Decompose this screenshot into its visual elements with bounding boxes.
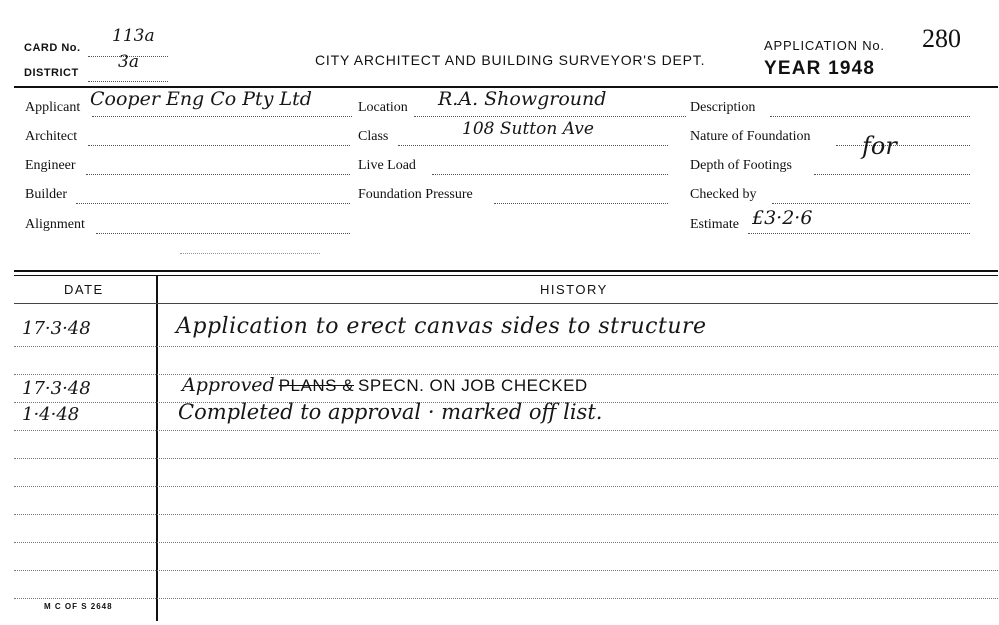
live-load-label: Live Load bbox=[358, 158, 416, 173]
history-top-rule bbox=[14, 270, 998, 272]
specks bbox=[180, 253, 320, 254]
history-rule bbox=[14, 346, 998, 347]
history-rule bbox=[14, 514, 998, 515]
estimate-value: £3·2·6 bbox=[752, 207, 813, 229]
department-title: CITY ARCHITECT AND BUILDING SURVEYOR'S DEPT. bbox=[315, 52, 706, 68]
history-entry-struck: PLANS & bbox=[278, 376, 355, 395]
form-code: M C OF S 2648 bbox=[44, 602, 113, 611]
history-entry: Application to erect canvas sides to structure bbox=[176, 314, 707, 339]
architect-label: Architect bbox=[25, 129, 78, 144]
history-rule bbox=[14, 458, 998, 459]
depth-footings-label: Depth of Footings bbox=[690, 158, 792, 173]
location-line bbox=[414, 115, 686, 117]
history-top-rule-2 bbox=[14, 275, 998, 276]
nature-foundation-line bbox=[836, 144, 970, 146]
builder-label: Builder bbox=[25, 187, 67, 202]
applicant-line bbox=[92, 115, 352, 117]
district-value: 3a bbox=[118, 52, 139, 72]
history-rule bbox=[14, 430, 998, 431]
nature-foundation-label: Nature of Foundation bbox=[690, 129, 811, 144]
class-label: Class bbox=[358, 129, 389, 144]
engineer-line bbox=[86, 173, 350, 175]
applicant-value: Cooper Eng Co Pty Ltd bbox=[90, 88, 312, 110]
nature-foundation-value: for bbox=[862, 132, 897, 160]
history-column-header: HISTORY bbox=[540, 282, 608, 297]
application-no-label: APPLICATION No. bbox=[764, 38, 885, 53]
history-header-rule bbox=[14, 303, 998, 304]
card-no-value: 113a bbox=[112, 26, 155, 46]
date-column-header: DATE bbox=[64, 282, 104, 297]
checked-by-line bbox=[772, 202, 970, 204]
alignment-line bbox=[96, 232, 350, 234]
description-label: Description bbox=[690, 100, 756, 115]
history-date: 1·4·48 bbox=[22, 404, 80, 425]
card-no-label: CARD No. bbox=[24, 42, 81, 54]
history-entry: Completed to approval · marked off list. bbox=[178, 400, 603, 424]
estimate-line bbox=[748, 232, 970, 234]
architect-line bbox=[88, 144, 350, 146]
class-value: 108 Sutton Ave bbox=[462, 119, 594, 139]
live-load-line bbox=[432, 173, 668, 175]
history-entry-handwritten: Approved bbox=[182, 374, 275, 396]
history-rule bbox=[14, 598, 998, 599]
engineer-label: Engineer bbox=[25, 158, 76, 173]
depth-footings-line bbox=[814, 173, 970, 175]
year-label: YEAR 1948 bbox=[764, 58, 876, 79]
alignment-label: Alignment bbox=[25, 217, 85, 232]
history-date: 17·3·48 bbox=[22, 378, 91, 399]
foundation-pressure-label: Foundation Pressure bbox=[358, 187, 473, 202]
history-rule bbox=[14, 486, 998, 487]
location-label: Location bbox=[358, 100, 408, 115]
location-value: R.A. Showground bbox=[438, 88, 607, 110]
history-rule bbox=[14, 570, 998, 571]
checked-by-label: Checked by bbox=[690, 187, 757, 202]
foundation-pressure-line bbox=[494, 202, 668, 204]
application-no-value: 280 bbox=[922, 24, 961, 53]
history-entry bbox=[182, 374, 588, 396]
history-date: 17·3·48 bbox=[22, 318, 91, 339]
description-line bbox=[770, 115, 970, 117]
history-entry-stamp: SPECN. ON JOB CHECKED bbox=[358, 376, 588, 395]
applicant-label: Applicant bbox=[25, 100, 81, 115]
history-rule bbox=[14, 542, 998, 543]
district-line bbox=[88, 80, 168, 82]
builder-line bbox=[76, 202, 350, 204]
estimate-label: Estimate bbox=[690, 217, 739, 232]
district-label: DISTRICT bbox=[24, 67, 79, 79]
class-line bbox=[398, 144, 668, 146]
